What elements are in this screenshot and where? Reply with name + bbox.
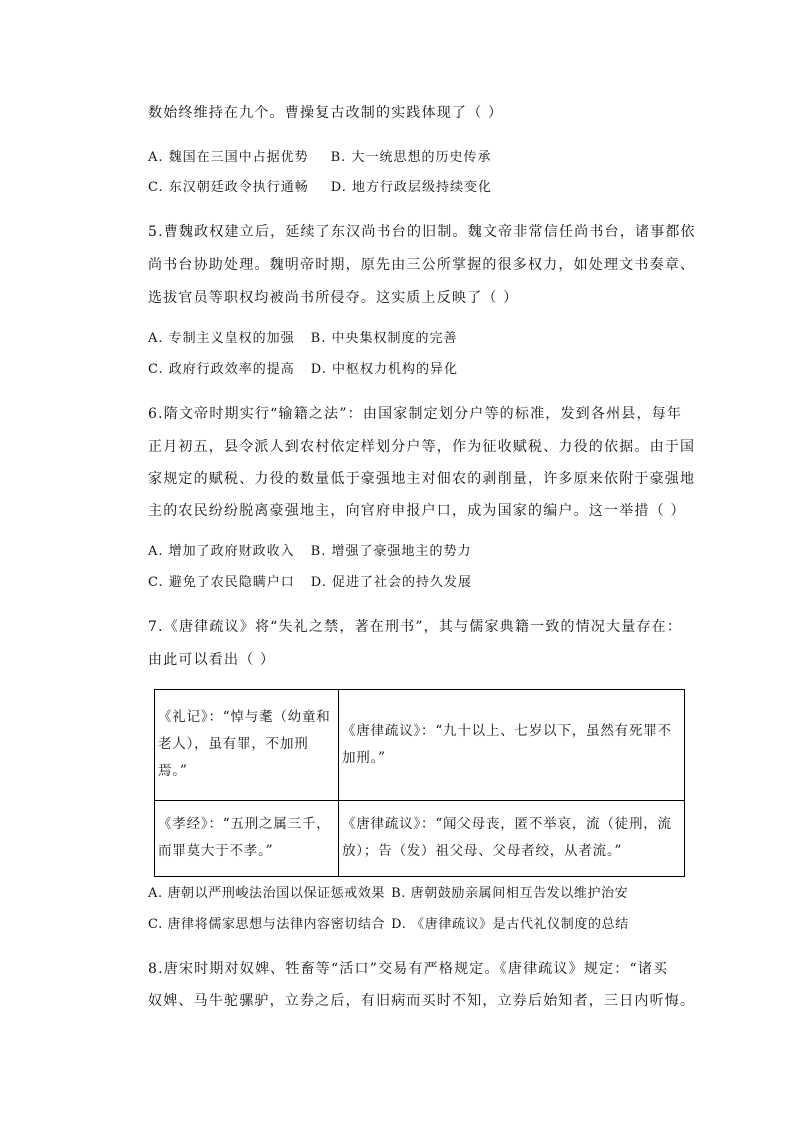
q7-option-c: C. 唐律将儒家思想与法律内容密切结合 [148,917,386,932]
q4-option-b: B. 大一统思想的历史传承 [330,150,492,165]
q5-option-a: A. 专制主义皇权的加强 [148,331,295,346]
q5-stem-line-1: 5.曹魏政权建立后，延续了东汉尚书台的旧制。魏文帝非常信任尚书台，诸事都依 [148,224,696,240]
table-cell: 《唐律疏议》：“闻父母丧，匿不举哀，流（徒刑，流放）；告（发）祖父母、父母者绞，从者流。” [339,800,685,876]
q7-options-row-2 [148,915,629,935]
table-row [155,800,685,876]
q6-stem-line-1: 6.隋文帝时期实行“输籍之法”：由国家制定划分户等的标准，发到各州县，每年 [148,406,683,422]
q7-option-b: B. 唐朝鼓励亲属间相互告发以维护治安 [391,886,629,901]
q4-option-d: D. 地方行政层级持续变化 [330,180,492,195]
q8-stem-line-2: 奴婢、马牛驼骡驴，立券之后，有旧病而买时不知，立券后始知者，三日内听悔。 [148,993,696,1009]
q4-options-row-1 [148,148,491,168]
q5-option-c: C. 政府行政效率的提高 [148,362,295,377]
q5-option-b: B. 中央集权制度的完善 [310,331,458,346]
q5-options-row-2 [148,360,458,380]
q4-option-a: A. 魏国在三国中占据优势 [148,150,309,165]
q6-stem-line-3: 家规定的赋税、力役的数量低于豪强地主对佃农的剥削量，许多原来依附于豪强地 [148,471,696,487]
q6-stem-line-2: 正月初五，县令派人到农村依定样划分户等，作为征收赋税、力役的依据。由于国 [148,439,696,455]
q7-stem-line-2: 由此可以看出（ ） [148,652,276,668]
q6-options-row-1 [148,542,471,562]
q7-stem-line-1: 7.《唐律疏议》将“失礼之禁，著在刑书”，其与儒家典籍一致的情况大量存在： [148,619,683,635]
q5-options-row-1 [148,329,457,349]
table-cell: 《礼记》：“悼与耄（幼童和老人），虽有罪，不加刑焉。” [155,690,339,801]
q5-stem-line-3: 选拔官员等职权均被尚书所侵夺。这实质上反映了（ ） [148,290,519,306]
q7-option-a: A. 唐朝以严刑峻法治国以保证惩戒效果 [148,886,386,901]
q6-stem-line-4: 主的农民纷纷脱离豪强地主，向官府申报户口，成为国家的编户。这一举措（ ） [148,503,686,519]
q6-option-d: D. 促进了社会的持久发展 [310,575,472,590]
q7-options-row-1 [148,884,628,904]
q4-stem-tail: 数始终维持在九个。曹操复古改制的实践体现了（ ） [148,105,504,121]
q6-options-row-2 [148,573,472,593]
q6-option-a: A. 增加了政府财政收入 [148,544,295,559]
q4-options-row-2 [148,178,492,198]
q6-option-c: C. 避免了农民隐瞒户口 [148,575,295,590]
q8-stem-line-1: 8.唐宋时期对奴婢、牲畜等“活口”交易有严格规定。《唐律疏议》规定：“诸买 [148,961,669,977]
q4-option-c: C. 东汉朝廷政令执行通畅 [148,180,309,195]
table-cell: 《孝经》：“五刑之属三千，而罪莫大于不孝。” [155,800,339,876]
q5-option-d: D. 中枢权力机构的异化 [310,362,458,377]
table-cell: 《唐律疏议》：“九十以上、七岁以下，虽然有死罪不加刑。” [339,690,685,801]
q5-stem-line-2: 尚书台协助处理。魏明帝时期，原先由三公所掌握的很多权力，如处理文书奏章、 [148,257,696,273]
q6-option-b: B. 增强了豪强地主的势力 [310,544,472,559]
q7-comparison-table [154,689,685,877]
q7-option-d: D. 《唐律疏议》是古代礼仪制度的总结 [391,917,629,932]
table-row [155,690,685,801]
